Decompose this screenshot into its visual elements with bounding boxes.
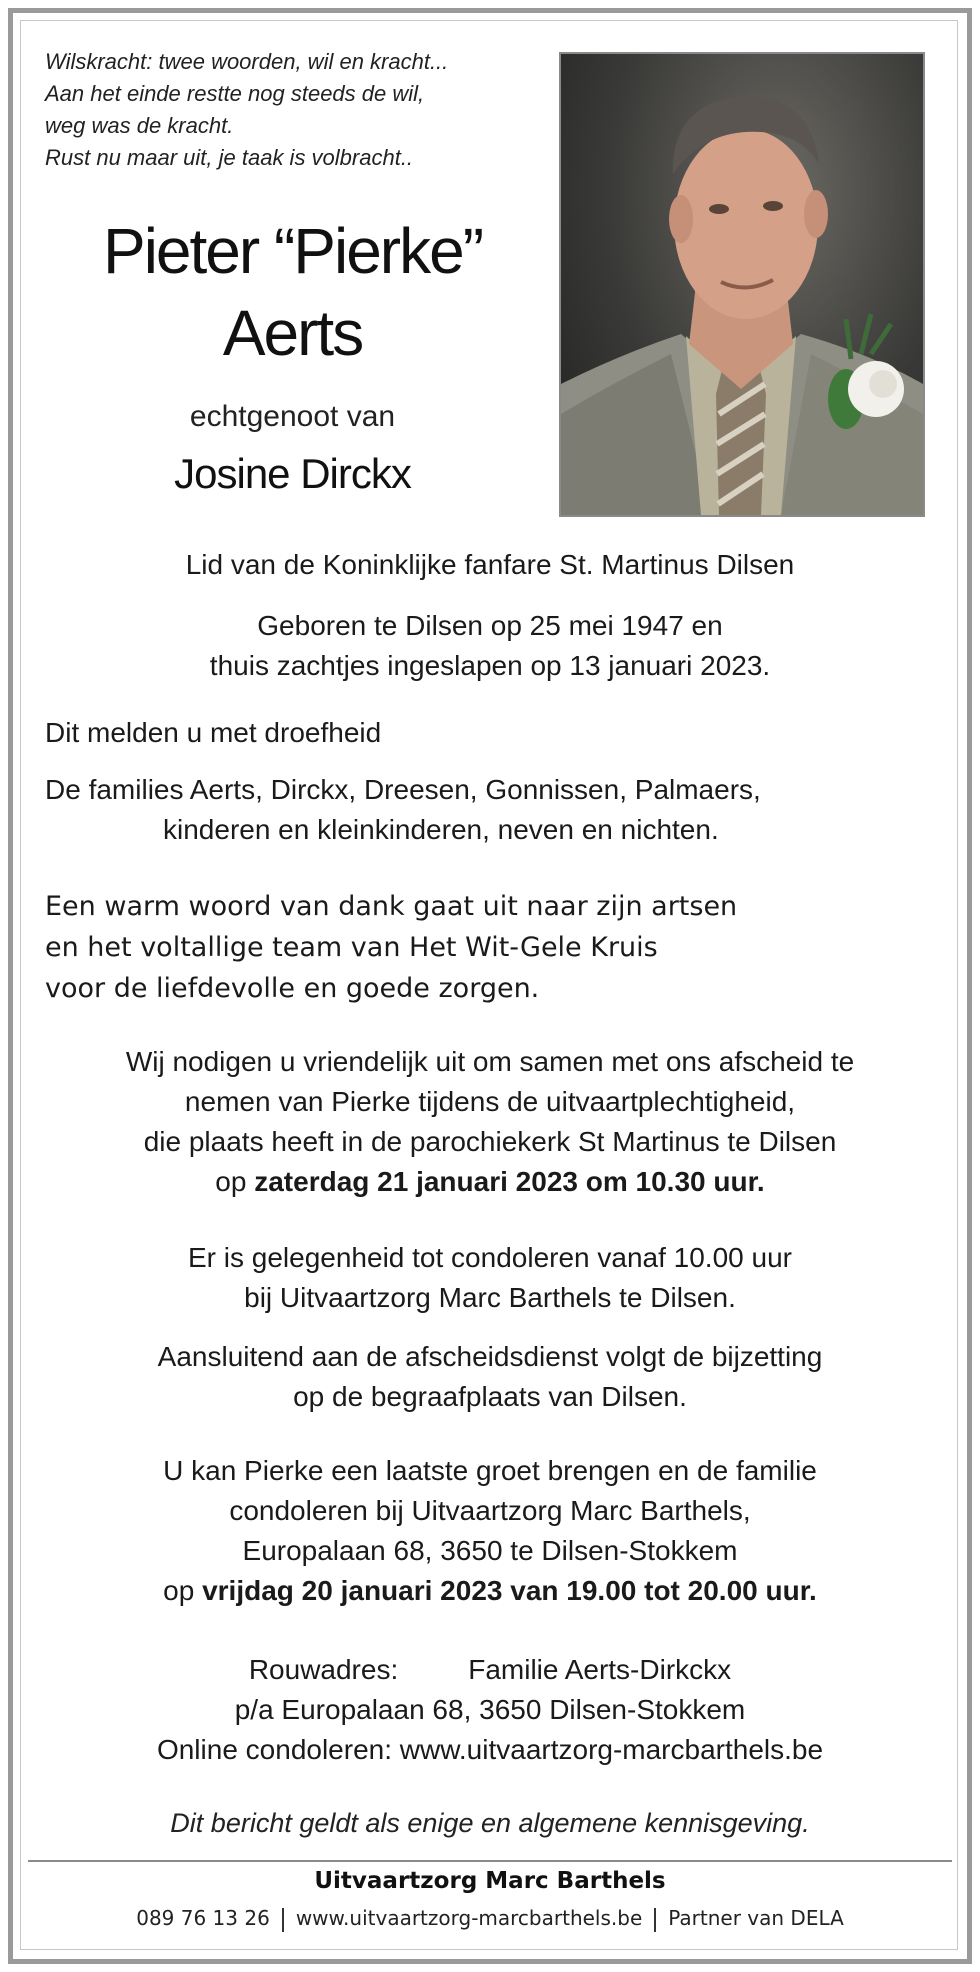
thanks-line: en het voltallige team van Het Wit-Gele Kruis xyxy=(45,932,658,963)
condolence-info xyxy=(40,1238,940,1318)
families-line1: De families Aerts, Dirckx, Dreesen, Gonnissen, Palmaers, xyxy=(45,774,761,805)
invitation-line3: die plaats heeft in de parochiekerk St Martinus te Dilsen xyxy=(143,1126,837,1157)
online-condolence[interactable]: Online condoleren: www.uitvaartzorg-marcbarthels.be xyxy=(156,1734,824,1765)
visitation-line2: condoleren bij Uitvaartzorg Marc Barthels, xyxy=(229,1495,751,1526)
birth-death-text xyxy=(40,606,940,686)
address-row xyxy=(40,1650,940,1690)
visitation-line3: Europalaan 68, 3650 te Dilsen-Stokkem xyxy=(242,1535,738,1566)
birth-line: Geboren te Dilsen op 25 mei 1947 en xyxy=(257,610,723,641)
footer-phone[interactable]: 089 76 13 26 xyxy=(136,1906,270,1930)
announcement xyxy=(45,713,945,753)
separator xyxy=(654,1908,656,1932)
poem-line: Aan het einde restte nog steeds de wil, xyxy=(45,81,425,106)
poem-line: Wilskracht: twee woorden, wil en kracht... xyxy=(45,49,449,74)
separator xyxy=(282,1908,284,1932)
membership-text xyxy=(40,545,940,585)
funeral-date: zaterdag 21 januari 2023 om 10.30 uur. xyxy=(254,1166,765,1197)
poem xyxy=(45,46,545,174)
poem-line: Rust nu maar uit, je taak is volbracht.. xyxy=(45,145,414,170)
spouse-name: Josine Dirckx xyxy=(174,450,411,497)
portrait-illustration xyxy=(561,54,923,515)
funeral-home-name: Uitvaartzorg Marc Barthels xyxy=(314,1868,666,1894)
footer-partner: Partner van DELA xyxy=(668,1906,844,1930)
visitation-line1: U kan Pierke een laatste groet brengen en de familie xyxy=(163,1455,817,1486)
visitation-info xyxy=(40,1451,940,1611)
thanks-line: Een warm woord van dank gaat uit naar zijn artsen xyxy=(45,891,738,922)
spouse-label: echtgenoot van xyxy=(189,400,396,433)
thanks xyxy=(45,886,945,1009)
burial-line: Aansluitend aan de afscheidsdienst volgt de bijzetting xyxy=(157,1341,823,1372)
mourning-address xyxy=(40,1650,940,1770)
footer-website[interactable]: www.uitvaartzorg-marcbarthels.be xyxy=(295,1906,643,1930)
visitation-line4 xyxy=(40,1571,940,1611)
portrait-photo xyxy=(559,52,925,517)
families-line2: kinderen en kleinkinderen, neven en nichten. xyxy=(163,814,719,845)
death-line: thuis zachtjes ingeslapen op 13 januari 2023. xyxy=(209,650,771,681)
address-label: Rouwadres: xyxy=(248,1654,399,1685)
families xyxy=(45,770,945,850)
footer-contact xyxy=(40,1906,940,1932)
invitation-line4 xyxy=(40,1162,940,1202)
invitation-line1: Wij nodigen u vriendelijk uit om samen met ons afscheid te xyxy=(125,1046,855,1077)
membership-line: Lid van de Koninklijke fanfare St. Martinus Dilsen xyxy=(185,549,795,580)
deceased-name-line2: Aerts xyxy=(222,297,363,369)
visitation-date: vrijdag 20 januari 2023 van 19.00 tot 20.00 uur. xyxy=(202,1575,817,1606)
invitation-prefix: op xyxy=(215,1166,255,1197)
invitation xyxy=(40,1042,940,1202)
condolence-line: bij Uitvaartzorg Marc Barthels te Dilsen. xyxy=(244,1282,736,1313)
address-family: Familie Aerts-Dirkckx xyxy=(468,1654,732,1685)
announcement-line: Dit melden u met droefheid xyxy=(45,717,382,748)
invitation-line2: nemen van Pierke tijdens de uitvaartplechtigheid, xyxy=(184,1086,796,1117)
burial-info xyxy=(40,1337,940,1417)
footer-divider xyxy=(28,1860,952,1862)
thanks-line: voor de liefdevolle en goede zorgen. xyxy=(45,973,540,1004)
poem-line: weg was de kracht. xyxy=(45,113,234,138)
deceased-name-line1: Pieter “Pierke” xyxy=(103,215,482,287)
visitation-prefix: op xyxy=(163,1575,203,1606)
closing-note: Dit bericht geldt als enige en algemene kennisgeving. xyxy=(170,1808,810,1838)
deceased-name xyxy=(45,210,540,374)
condolence-line: Er is gelegenheid tot condoleren vanaf 10.00 uur xyxy=(188,1242,792,1273)
address-street: p/a Europalaan 68, 3650 Dilsen-Stokkem xyxy=(234,1694,746,1725)
burial-line: op de begraafplaats van Dilsen. xyxy=(293,1381,687,1412)
